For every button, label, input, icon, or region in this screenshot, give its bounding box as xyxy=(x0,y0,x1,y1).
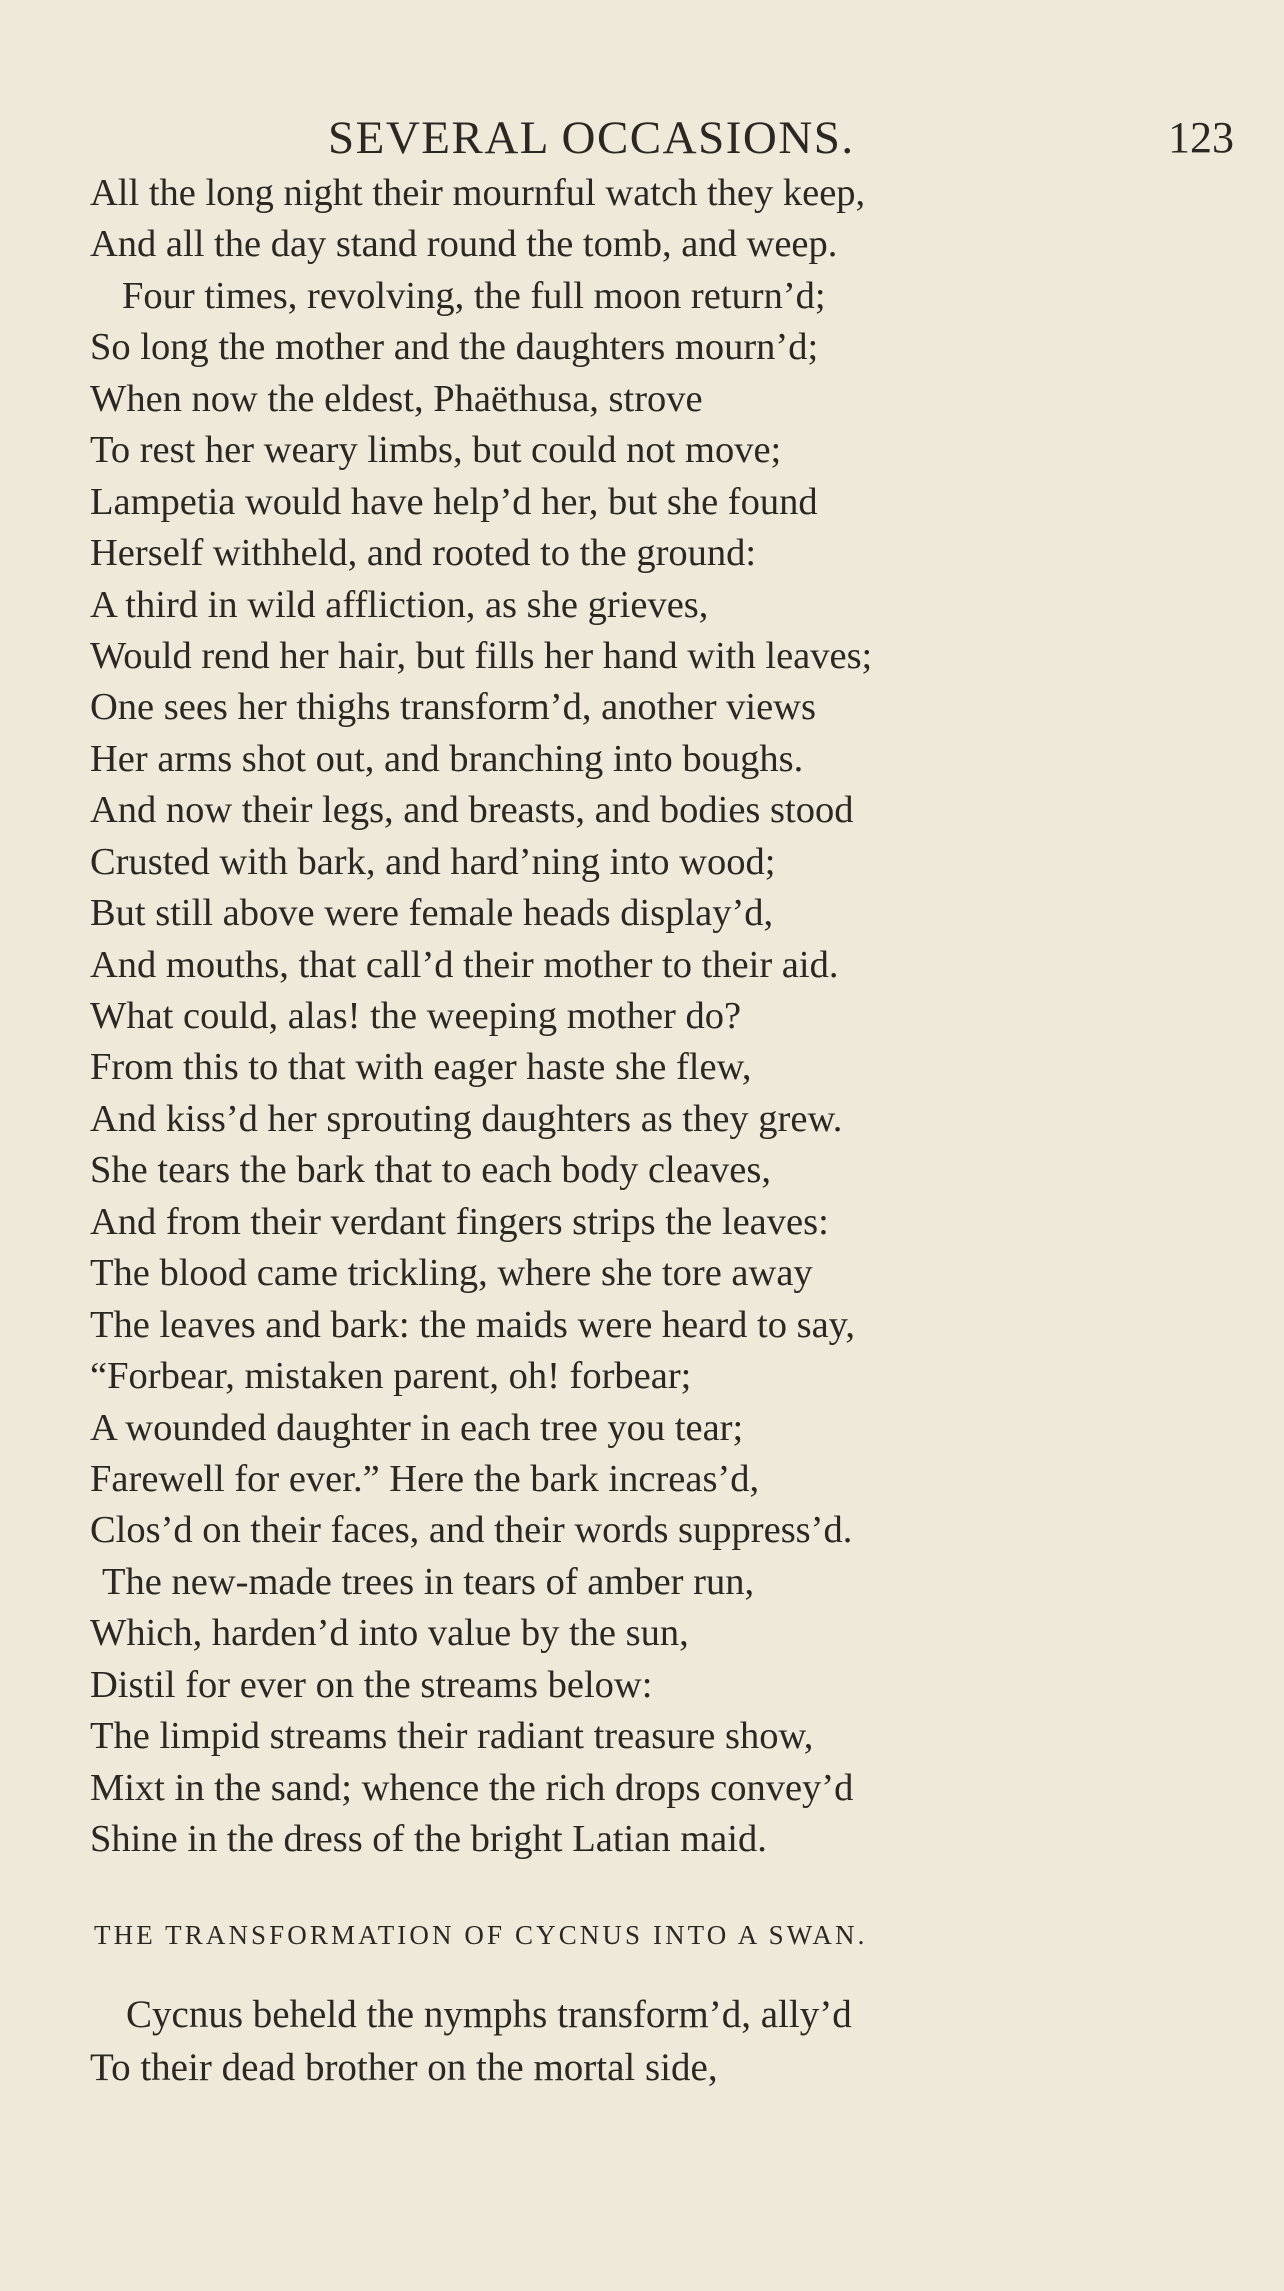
poem-line: Which, harden’d into value by the sun, xyxy=(90,1612,689,1655)
poem-line: But still above were female heads display’d, xyxy=(90,892,774,935)
poem-line: What could, alas! the weeping mother do? xyxy=(90,995,742,1037)
poem-line: Shine in the dress of the bright Latian maid. xyxy=(90,1818,767,1860)
poem-line: Her arms shot out, and branching into boughs. xyxy=(90,737,804,780)
poem-line: Farewell for ever.” Here the bark increas’d, xyxy=(90,1457,760,1500)
poem-line: The limpid streams their radiant treasure show, xyxy=(90,1715,814,1758)
poem-line: To rest her weary limbs, but could not move; xyxy=(90,429,782,472)
poem-line: When now the eldest, Phaëthusa, strove xyxy=(90,377,703,420)
poem-line: The leaves and bark: the maids were heard to say, xyxy=(90,1303,856,1346)
poem-line: A wounded daughter in each tree you tear; xyxy=(90,1406,744,1449)
poem-line: One sees her thighs transform’d, another views xyxy=(90,686,816,729)
poem-line: And kiss’d her sprouting daughters as they grew. xyxy=(90,1097,843,1140)
poem-line: And mouths, that call’d their mother to their aid. xyxy=(90,943,839,986)
running-head xyxy=(0,108,1284,168)
section-poem-text xyxy=(90,1988,1240,2094)
poem-line: Distil for ever on the streams below: xyxy=(90,1663,653,1706)
poem-line: Cycnus beheld the nymphs transform’d, ally’d xyxy=(126,1993,852,2036)
poem-line: The blood came trickling, where she tore away xyxy=(90,1252,813,1295)
poem-line: And from their verdant fingers strips the leaves: xyxy=(90,1200,829,1243)
poem-line: Herself withheld, and rooted to the ground: xyxy=(90,532,757,575)
poem-line: All the long night their mournful watch they keep, xyxy=(90,172,866,214)
section-heading: THE TRANSFORMATION OF CYCNUS INTO A SWAN. xyxy=(94,1920,868,1950)
poem-text xyxy=(90,168,1240,1865)
poem-line: And all the day stand round the tomb, and weep. xyxy=(90,223,838,266)
poem-line: Clos’d on their faces, and their words suppress’d. xyxy=(90,1509,853,1552)
poem-line: She tears the bark that to each body cleaves, xyxy=(90,1149,771,1192)
poem-line: A third in wild affliction, as she grieves, xyxy=(90,583,709,626)
poem-line: The new-made trees in tears of amber run, xyxy=(102,1560,755,1603)
poem-line: Lampetia would have help’d her, but she found xyxy=(90,480,818,523)
page-number: 123 xyxy=(1168,113,1234,162)
poem-line: To their dead brother on the mortal side, xyxy=(90,2046,718,2089)
poem-line: So long the mother and the daughters mourn’d; xyxy=(90,326,819,369)
poem-line: Crusted with bark, and hard’ning into wood; xyxy=(90,840,776,883)
poem-line: Mixt in the sand; whence the rich drops convey’d xyxy=(90,1766,854,1809)
poem-line: “Forbear, mistaken parent, oh! forbear; xyxy=(90,1355,692,1398)
poem-line: Four times, revolving, the full moon return’d; xyxy=(122,274,826,317)
poem-line: Would rend her hair, but fills her hand with leaves; xyxy=(90,634,873,677)
running-title: SEVERAL OCCASIONS. xyxy=(328,112,855,164)
poem-line: From this to that with eager haste she flew, xyxy=(90,1046,752,1089)
poem-line: And now their legs, and breasts, and bodies stood xyxy=(90,789,854,832)
